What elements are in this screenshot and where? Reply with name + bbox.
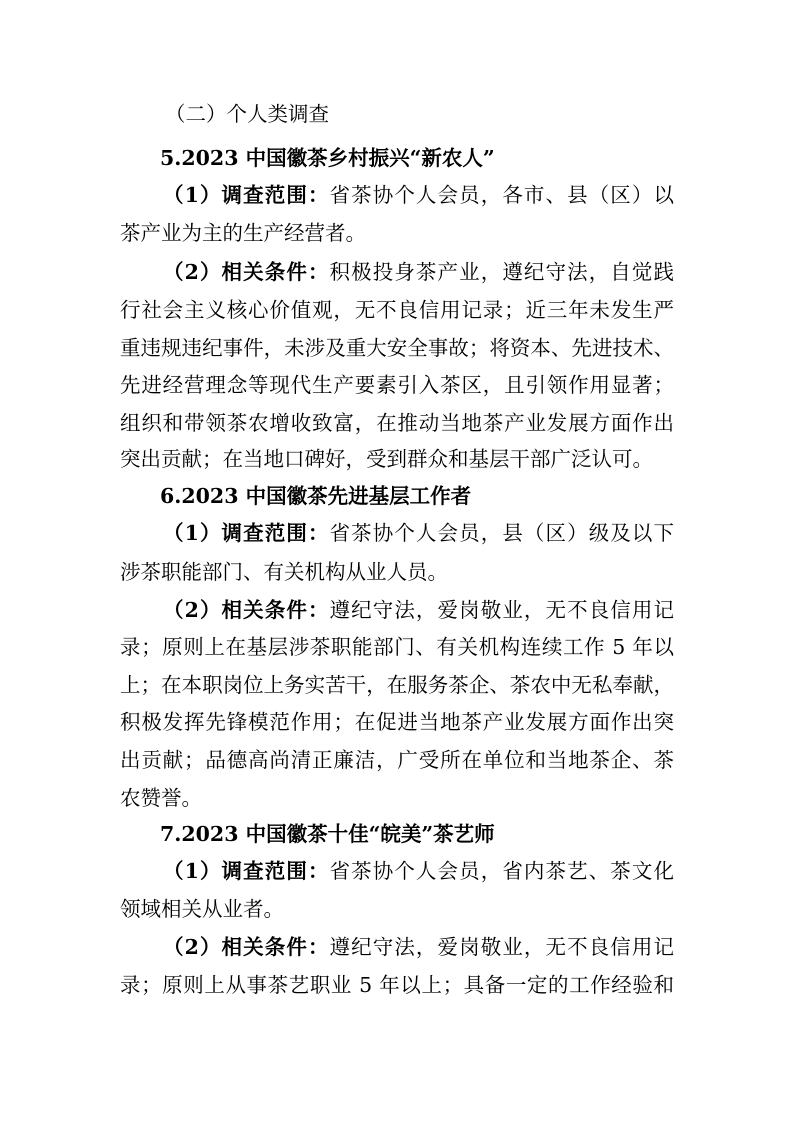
scope-line: 茶产业为主的生产经营者。 [120, 221, 366, 245]
condition-line: 积极发挥先锋模范作用；在促进当地茶产业发展方面作出突 [120, 710, 674, 734]
scope-label: （1）调查范围： [163, 183, 330, 207]
condition-line: 先进经营理念等现代生产要素引入茶区，且引领作用显著； [120, 373, 674, 397]
scope-label: （1）调查范围： [163, 521, 330, 545]
scope-text: 省茶协个人会员，省内茶艺、茶文化 [329, 859, 675, 883]
scope-text: 省茶协个人会员，各市、县（区）以 [329, 183, 675, 207]
condition-line: 组织和带领茶农增收致富，在推动当地茶产业发展方面作出 [120, 411, 674, 435]
condition-line: 农赞誉。 [120, 786, 202, 810]
condition-text: 遵纪守法，爱岗敬业，无不良信用记 [329, 598, 675, 622]
condition-line: 突出贡献；在当地口碑好，受到群众和基层干部广泛认可。 [120, 447, 653, 471]
condition-text: 积极投身茶产业，遵纪守法，自觉践 [329, 260, 675, 284]
condition-line: 上；在本职岗位上务实苦干，在服务茶企、茶农中无私奉献， [120, 673, 674, 697]
condition-line-first [163, 258, 674, 286]
condition-line: 出贡献；品德高尚清正廉洁，广受所在单位和当地茶企、茶 [120, 748, 674, 772]
condition-label: （2）相关条件： [163, 935, 330, 959]
condition-line-first [163, 596, 674, 624]
scope-line-first [163, 857, 674, 885]
condition-line: 重违规违纪事件，未涉及重大安全事故；将资本、先进技术、 [120, 336, 674, 360]
condition-line: 行社会主义核心价值观，无不良信用记录；近三年未发生严 [120, 298, 674, 322]
scope-line: 领域相关从业者。 [120, 897, 284, 921]
scope-line: 涉茶职能部门、有关机构从业人员。 [120, 560, 448, 584]
condition-line: 录；原则上从事茶艺职业 5 年以上；具备一定的工作经验和 [120, 973, 674, 997]
condition-line-first [163, 933, 674, 961]
scope-label: （1）调查范围： [163, 859, 330, 883]
item-title: 7.2023 中国徽茶十佳“皖美”茶艺师 [160, 822, 495, 846]
condition-text: 遵纪守法，爱岗敬业，无不良信用记 [329, 935, 675, 959]
condition-label: （2）相关条件： [163, 260, 330, 284]
scope-text: 省茶协个人会员，县（区）级及以下 [329, 521, 675, 545]
scope-line-first [163, 181, 674, 209]
item-title: 6.2023 中国徽茶先进基层工作者 [160, 484, 472, 508]
section-heading: （二）个人类调查 [165, 102, 329, 126]
condition-line: 录；原则上在基层涉茶职能部门、有关机构连续工作 5 年以 [120, 635, 674, 659]
item-title: 5.2023 中国徽茶乡村振兴“新农人” [160, 146, 495, 170]
condition-label: （2）相关条件： [163, 598, 330, 622]
scope-line-first [163, 519, 674, 547]
